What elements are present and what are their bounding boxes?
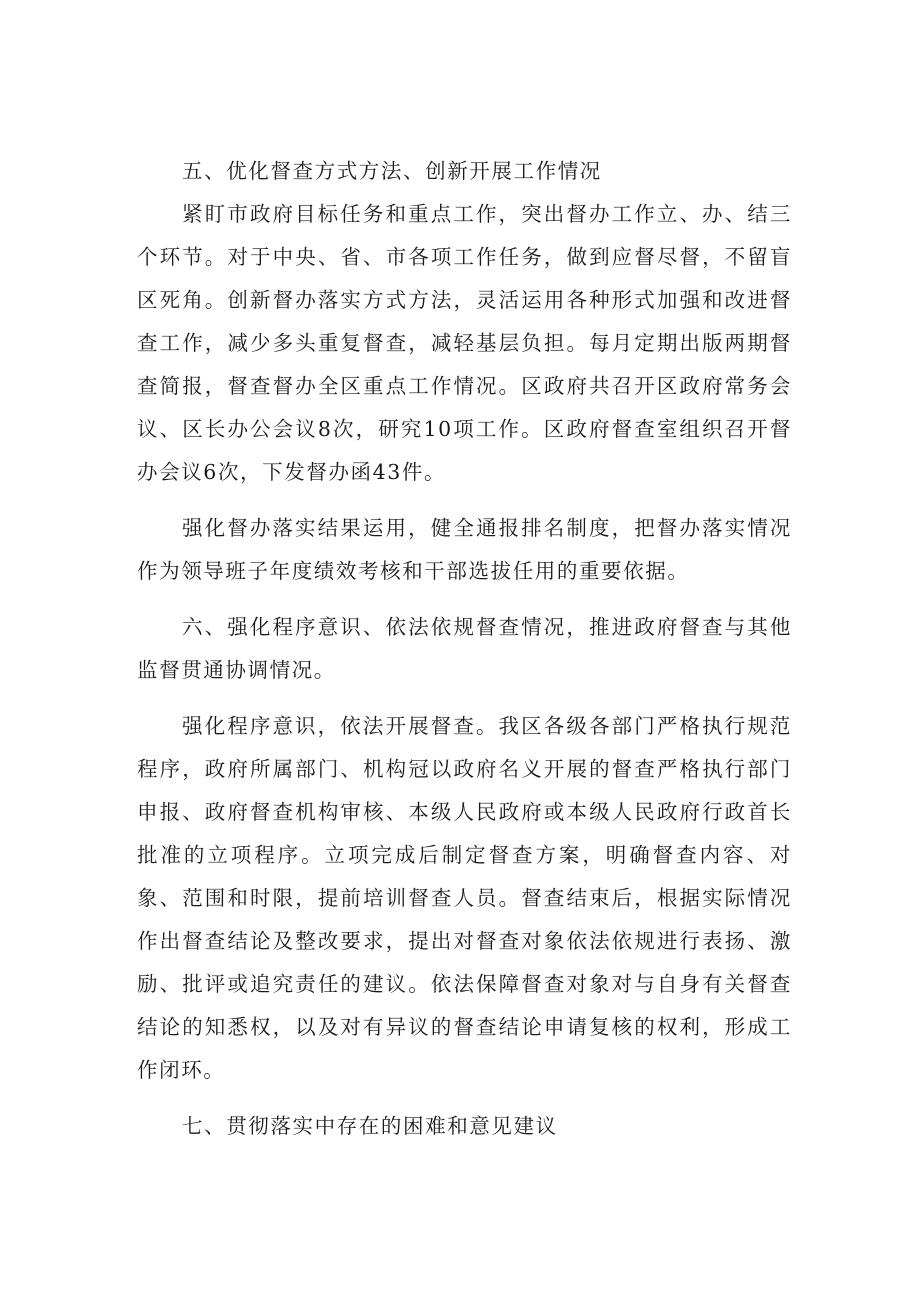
document-body	[137, 150, 792, 1148]
section-6-paragraph-1: 强化程序意识，依法开展督查。我区各级各部门严格执行规范程序，政府所属部门、机构冠以政府名义开展的督查严格执行部门申报、政府督查机构审核、本级人民政府或本级人民政府行政首长批准的立项程序。立项完成后制定督查方案，明确督查内容、对象、范围和时限，提前培训督查人员。督查结束后，根据实际情况作出督查结论及整改要求，提出对督查对象依法依规进行表扬、激励、批评或追究责任的建议。依法保障督查对象对与自身有关督查结论的知悉权，以及对有异议的督查结论申请复核的权利，形成工作闭环。	[137, 714, 792, 1082]
section-5-paragraph-2: 强化督办落实结果运用，健全通报排名制度，把督办落实情况作为领导班子年度绩效考核和干部选拔任用的重要依据。	[137, 516, 792, 583]
section-6-heading: 六、强化程序意识、依法依规督查情况，推进政府督查与其他监督贯通协调情况。	[137, 615, 792, 682]
section-7-heading: 七、贯彻落实中存在的困难和意见建议	[182, 1114, 558, 1138]
section-5-heading: 五、优化督查方式方法、创新开展工作情况	[182, 159, 602, 183]
section-5-paragraph-1: 紧盯市政府目标任务和重点工作，突出督办工作立、办、结三个环节。对于中央、省、市各项工作任务，做到应督尽督，不留盲区死角。创新督办落实方式方法，灵活运用各种形式加强和改进督查工作，减少多头重复督查，减轻基层负担。每月定期出版两期督查简报，督查督办全区重点工作情况。区政府共召开区政府常务会议、区长办公会议8次，研究10项工作。区政府督查室组织召开督办会议6次，下发督办函43件。	[137, 202, 792, 484]
